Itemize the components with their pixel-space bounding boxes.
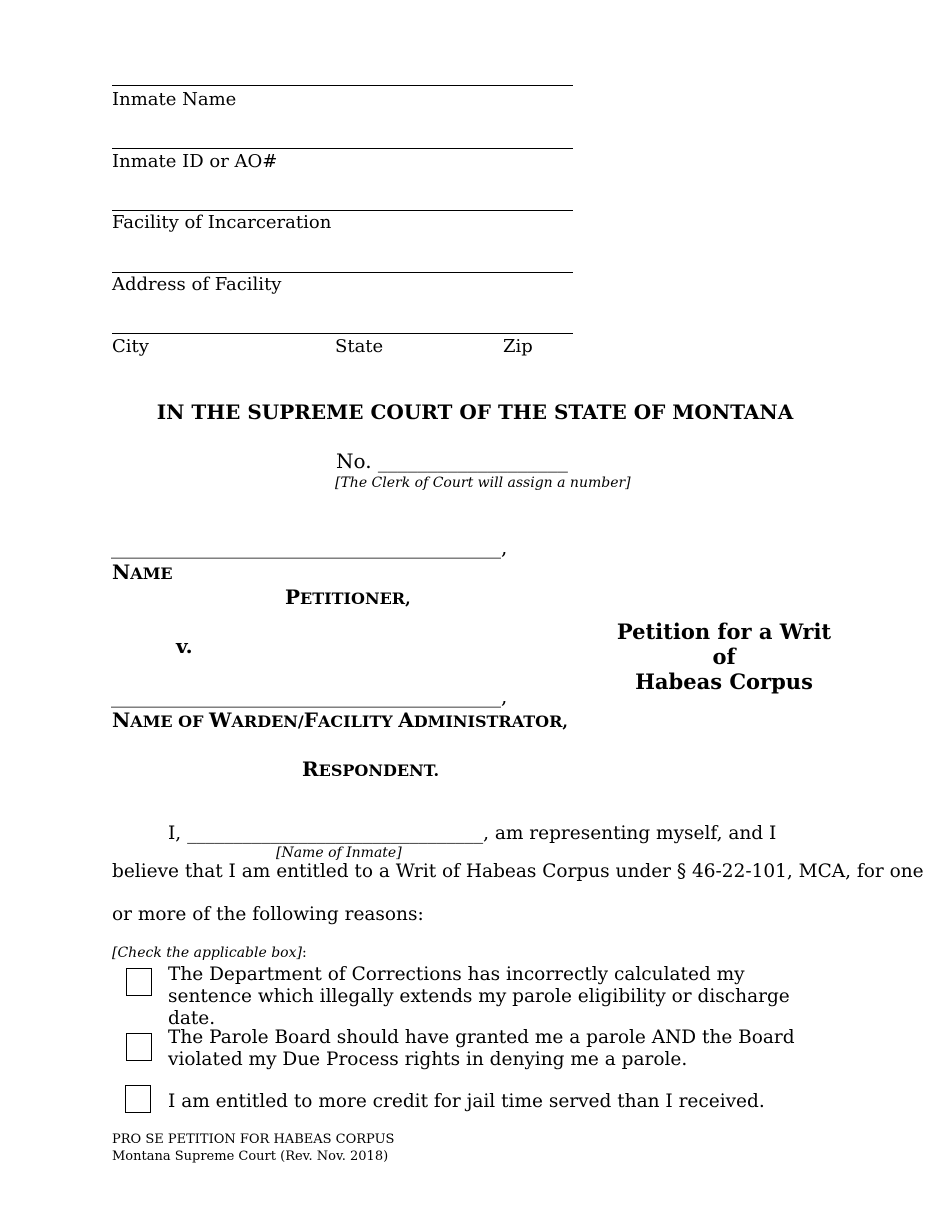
address-line[interactable] [112,272,573,273]
respondent-name-label [112,708,568,732]
inmate-id-label: Inmate ID or AO# [112,151,278,172]
facility-line[interactable] [112,210,573,211]
name-rest: AME [130,564,173,583]
check-instruction-colon: : [301,945,307,961]
check-instruction [112,945,307,961]
check-instruction-text: [Check the applicable box] [112,945,302,961]
case-number-label[interactable]: No. ___________________ [336,449,568,473]
case-number-note: [The Clerk of Court will assign a number] [335,475,631,491]
petitioner-rest: ETITIONER, [300,589,411,608]
address-label: Address of Facility [112,274,282,295]
petitioner-name-label [112,560,173,584]
warden-acility: ACILITY [317,712,399,731]
statement-intro[interactable]: I, ________________________________, am representing myself, and I [168,823,777,844]
statement-line2: believe that I am entitled to a Writ of Habeas Corpus under § 46-22-101, MCA, for one [112,861,924,882]
facility-label: Facility of Incarceration [112,212,332,233]
respondent-name-line[interactable]: _______________________________________, [111,684,508,708]
option-checkbox-1[interactable] [126,968,152,996]
warden-dministrator: DMINISTRATOR, [413,712,568,731]
option-checkbox-2[interactable] [126,1033,152,1061]
petition-title-line1: Petition for a Writ [616,619,832,644]
court-title: IN THE SUPREME COURT OF THE STATE OF MONTANA [156,400,794,424]
inmate-name-label: Inmate Name [112,89,237,110]
option-text-3: I am entitled to more credit for jail time served than I received. [168,1091,765,1112]
footer-revision: Montana Supreme Court (Rev. Nov. 2018) [112,1149,389,1164]
name-initial: N [112,560,131,584]
warden-n: N [112,708,131,732]
versus-label: v. [176,634,193,658]
petitioner-initial: P [285,585,301,609]
zip-label: Zip [503,336,533,357]
footer-form-title: PRO SE PETITION FOR HABEAS CORPUS [112,1132,395,1147]
petitioner-name-line[interactable]: _______________________________________, [111,535,508,559]
petition-title-line2: of [712,644,736,669]
respondent-initial: R [302,757,319,781]
respondent-rest: ESPONDENT. [318,761,440,780]
city-label: City [112,336,149,357]
warden-ame-of: AME OF [130,712,210,731]
petition-title [603,619,845,694]
option-text-2: The Parole Board should have granted me a parole AND the Board violated my Due Process rights in denying me a parole. [168,1027,795,1070]
petition-title-line3: Habeas Corpus [635,669,813,694]
name-of-inmate-hint: [Name of Inmate] [276,845,402,861]
petitioner-label [285,585,411,609]
warden-w: W [209,708,232,732]
inmate-id-line[interactable] [112,148,573,149]
warden-arden: ARDEN/ [231,712,304,731]
option-checkbox-3[interactable] [125,1085,151,1113]
option-text-1: The Department of Corrections has incorrectly calculated my sentence which illegally extends my parole eligibility or discharge date. [168,964,790,1029]
respondent-label [302,757,439,781]
warden-f: F [303,708,318,732]
inmate-name-line[interactable] [112,85,573,86]
statement-line3: or more of the following reasons: [112,904,424,925]
city-state-zip-line[interactable] [112,333,573,334]
warden-a: A [398,708,414,732]
state-label: State [335,336,384,357]
